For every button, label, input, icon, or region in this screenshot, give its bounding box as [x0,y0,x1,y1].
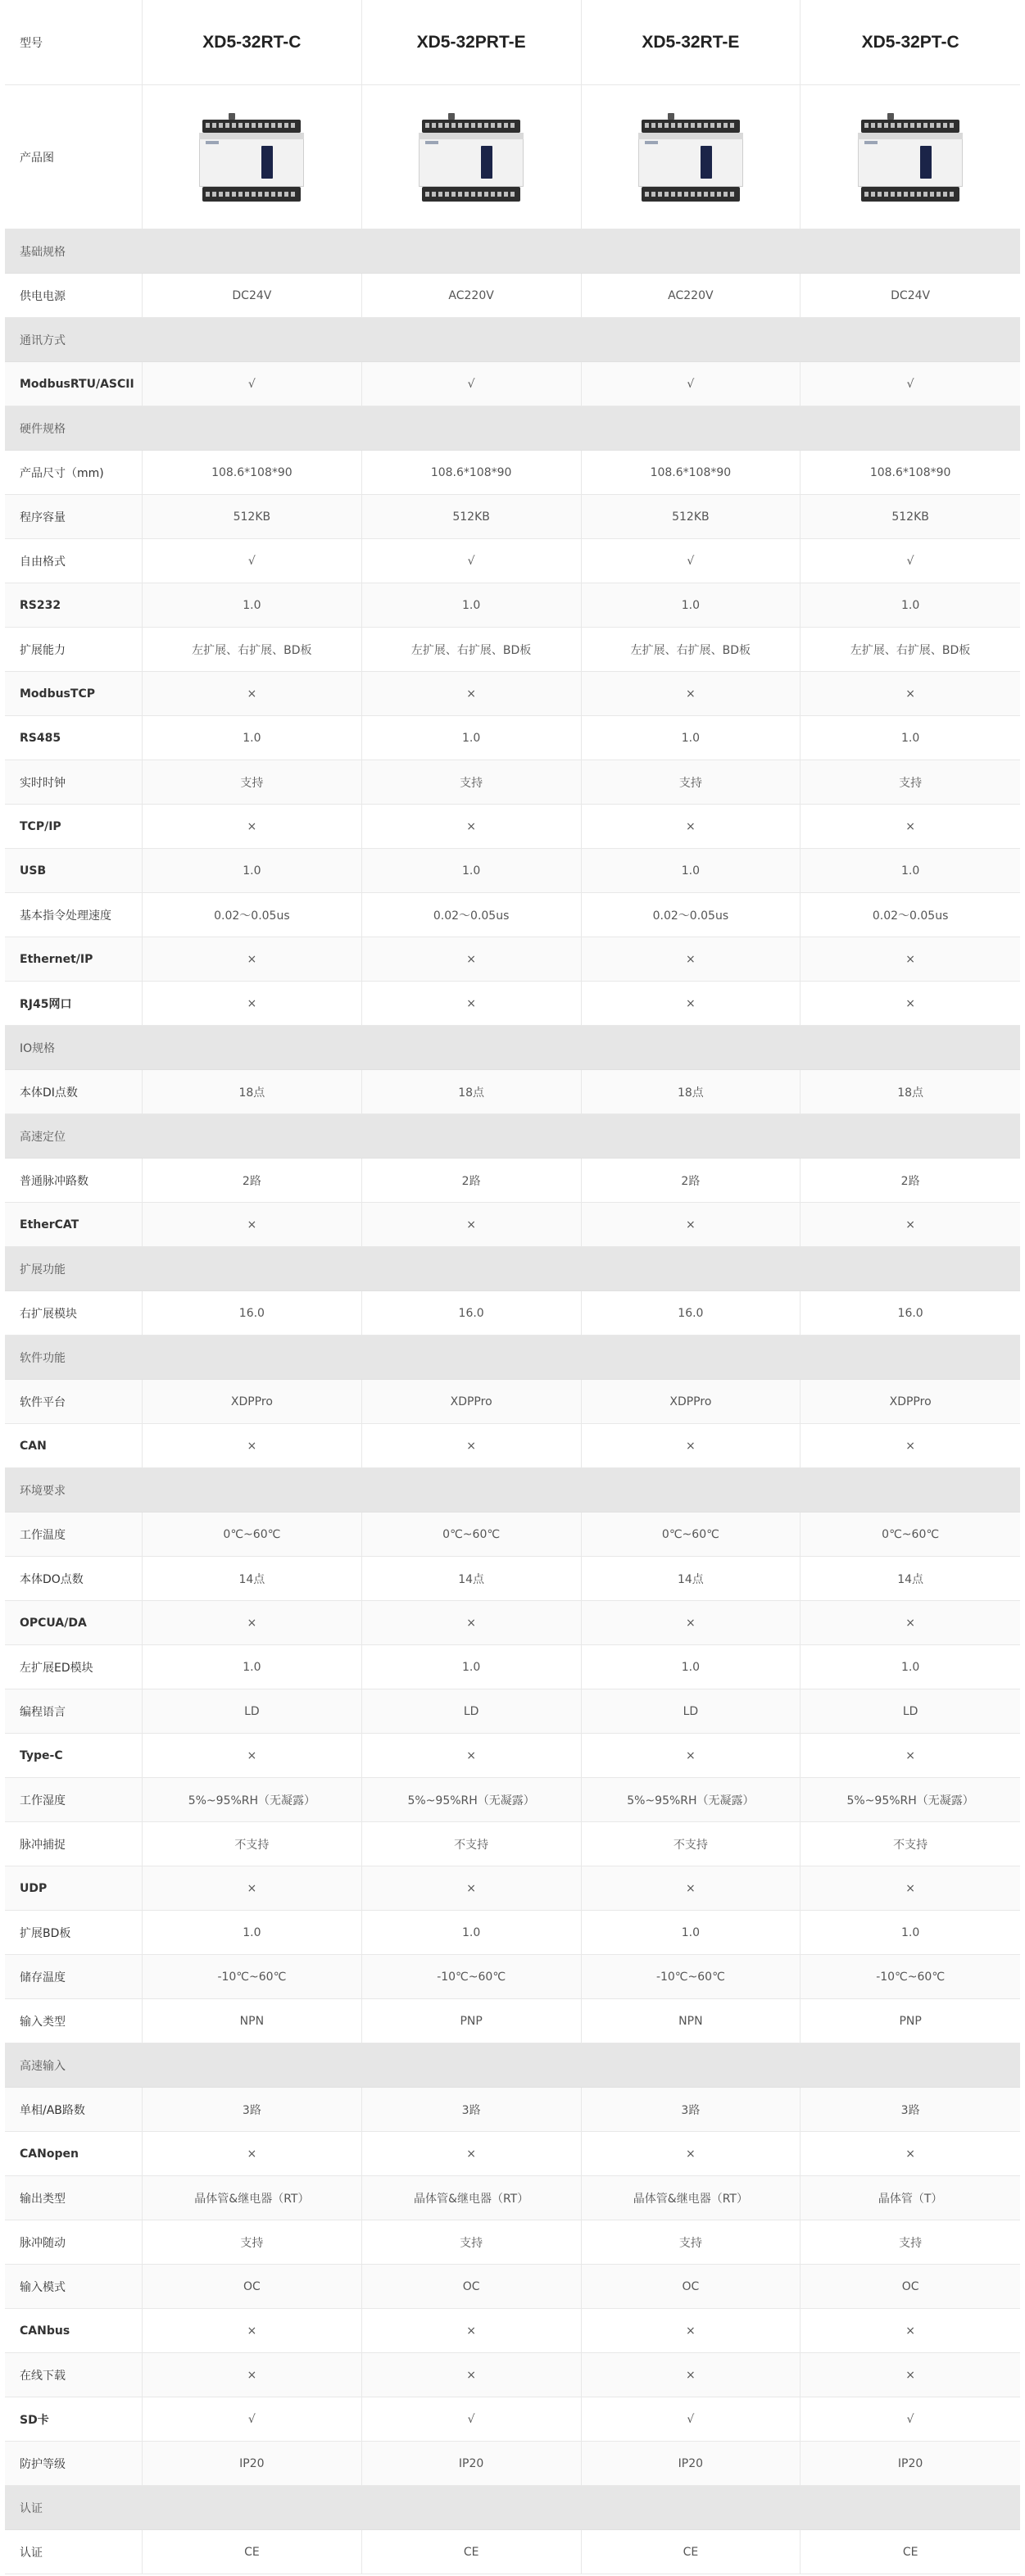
spec-value: × [362,2132,582,2175]
spec-label: RJ45网口 [5,982,143,1025]
spec-value: 支持 [582,2220,801,2264]
spec-row [5,1203,1020,1247]
section-header-row [5,229,1020,274]
plc-product-image [638,108,743,206]
spec-value: 5%~95%RH（无凝露） [582,1778,801,1821]
spec-row [5,893,1020,937]
spec-value: CE [143,2530,362,2574]
spec-value: √ [143,539,362,583]
spec-value: × [582,1601,801,1644]
section-header-row [5,1114,1020,1159]
spec-value: √ [362,539,582,583]
spec-value: × [362,1203,582,1246]
spec-value: × [582,1866,801,1910]
spec-value: 1.0 [582,849,801,892]
spec-value: × [905,1881,915,1895]
spec-value: 1.0 [362,849,582,892]
spec-value: × [143,1601,362,1644]
spec-label: RS232 [5,583,143,627]
spec-value: 16.0 [582,1291,801,1335]
spec-row [5,760,1020,805]
spec-row [5,1778,1020,1822]
spec-row [5,451,1020,495]
spec-value: 108.6*108*90 [362,451,582,494]
spec-value: -10℃~60℃ [582,1955,801,1998]
spec-value: √ [582,362,801,406]
spec-label: 普通脉冲路数 [5,1159,143,1202]
spec-value: LD [362,1689,582,1733]
section-title: 软件功能 [20,1351,66,1365]
spec-value: 支持 [143,760,362,804]
spec-row [5,628,1020,672]
spec-value: 左扩展、右扩展、BD板 [362,628,582,671]
spec-row [5,362,1020,406]
spec-value: 512KB [362,495,582,538]
spec-value: OC [362,2265,582,2308]
spec-value: × [362,1601,582,1644]
spec-row [5,1999,1020,2043]
spec-value: 14点 [897,1572,924,1586]
spec-value: × [143,1424,362,1467]
spec-value: 2路 [582,1159,801,1202]
spec-value: × [143,2132,362,2175]
spec-value: 18点 [362,1070,582,1113]
spec-value: √ [143,362,362,406]
spec-row [5,2132,1020,2176]
spec-value: × [905,1218,915,1231]
spec-label: 脉冲随动 [5,2220,143,2264]
spec-value: 1.0 [582,716,801,760]
spec-value: 不支持 [893,1838,928,1852]
spec-label: RS485 [5,716,143,760]
spec-label: 输入类型 [5,1999,143,2043]
spec-value: × [582,1424,801,1467]
spec-label: UDP [5,1866,143,1910]
spec-row [5,2265,1020,2309]
spec-value: 0℃~60℃ [362,1512,582,1556]
spec-label: 编程语言 [5,1689,143,1733]
spec-value: 2路 [900,1174,920,1188]
spec-label: USB [5,849,143,892]
spec-row [5,274,1020,318]
section-title: 认证 [20,2501,43,2515]
spec-value: √ [582,539,801,583]
spec-value: 5%~95%RH（无凝露） [362,1778,582,1821]
spec-value: 1.0 [362,716,582,760]
spec-value: 1.0 [143,1645,362,1689]
spec-label: 工作温度 [5,1512,143,1556]
spec-value: CE [582,2530,801,2574]
spec-value: 18点 [897,1086,924,1100]
spec-value: 0℃~60℃ [882,1527,940,1541]
spec-value: × [582,1734,801,1777]
section-header-row [5,318,1020,362]
spec-value: 14点 [143,1557,362,1600]
spec-value: 0.02～0.05us [582,893,801,937]
spec-value: OC [143,2265,362,2308]
spec-value: √ [582,2397,801,2441]
spec-value: 512KB [582,495,801,538]
spec-value: × [143,672,362,715]
section-title: IO规格 [20,1041,56,1055]
spec-value: 0.02～0.05us [143,893,362,937]
spec-value: × [582,937,801,981]
spec-value: × [362,2353,582,2397]
spec-label: 左扩展ED模块 [5,1645,143,1689]
spec-row [5,1424,1020,1468]
spec-row [5,1291,1020,1336]
spec-label: OPCUA/DA [5,1601,143,1644]
spec-row [5,672,1020,716]
spec-value: × [143,937,362,981]
spec-value: × [905,819,915,833]
spec-label: SD卡 [5,2397,143,2441]
spec-row [5,1557,1020,1601]
spec-value: × [362,2309,582,2352]
spec-value: 512KB [891,510,929,524]
spec-value: 晶体管&继电器（RT） [143,2176,362,2220]
spec-row [5,2309,1020,2353]
spec-row [5,2176,1020,2220]
spec-row [5,583,1020,628]
spec-value: × [362,1424,582,1467]
section-title: 高速定位 [20,1130,66,1144]
spec-value: 0.02～0.05us [872,909,949,923]
spec-label: 扩展能力 [5,628,143,671]
header-label: 型号 [5,0,143,84]
spec-value: × [582,1203,801,1246]
spec-value: × [362,1734,582,1777]
spec-value: √ [906,2412,914,2426]
spec-label: 本体DI点数 [5,1070,143,1113]
spec-row [5,1512,1020,1557]
spec-value: 晶体管（T） [878,2192,943,2206]
model-name: XD5-32PRT-E [362,0,582,84]
spec-value: × [362,937,582,981]
product-image-row [5,85,1020,229]
spec-row [5,2220,1020,2265]
spec-value: XDPPro [362,1380,582,1423]
spec-value: × [362,805,582,848]
spec-rows [5,229,1020,2574]
spec-value: 5%~95%RH（无凝露） [846,1794,974,1807]
model-name: XD5-32RT-C [143,0,362,84]
spec-value: × [143,2353,362,2397]
spec-label: 实时时钟 [5,760,143,804]
section-title: 扩展功能 [20,1263,66,1277]
spec-value: 3路 [582,2088,801,2131]
plc-product-image [419,108,524,206]
spec-label: 单相/AB路数 [5,2088,143,2131]
spec-value: 3路 [900,2103,920,2117]
spec-value: 3路 [143,2088,362,2131]
spec-label: EtherCAT [5,1203,143,1246]
model-name: XD5-32RT-E [582,0,801,84]
section-header-row [5,1026,1020,1070]
spec-value: -10℃~60℃ [143,1955,362,1998]
spec-value: OC [582,2265,801,2308]
spec-label: 产品尺寸（mm) [5,451,143,494]
spec-value: 1.0 [362,583,582,627]
spec-comparison-table [5,0,1020,2574]
spec-value: × [143,982,362,1025]
spec-value: × [582,672,801,715]
spec-row [5,1911,1020,1955]
section-header-row [5,2043,1020,2088]
spec-value: AC220V [582,274,801,317]
spec-value: 不支持 [582,1822,801,1866]
spec-value: 1.0 [143,849,362,892]
spec-label: 本体DO点数 [5,1557,143,1600]
spec-value: × [143,2309,362,2352]
spec-value: 不支持 [143,1822,362,1866]
spec-value: × [362,982,582,1025]
spec-value: CE [362,2530,582,2574]
spec-row [5,2442,1020,2486]
spec-value: 0℃~60℃ [582,1512,801,1556]
spec-label: 供电电源 [5,274,143,317]
spec-value: 1.0 [143,583,362,627]
spec-value: 18点 [143,1070,362,1113]
spec-row [5,1955,1020,1999]
spec-value: × [905,996,915,1010]
spec-value: 1.0 [143,1911,362,1954]
spec-value: 108.6*108*90 [869,465,951,479]
spec-label: 工作湿度 [5,1778,143,1821]
spec-label: 基本指令处理速度 [5,893,143,937]
spec-value: IP20 [362,2442,582,2485]
spec-value: × [582,982,801,1025]
spec-label: CANopen [5,2132,143,2175]
spec-value: 2路 [362,1159,582,1202]
spec-row [5,1689,1020,1734]
spec-value: 1.0 [582,583,801,627]
section-title: 硬件规格 [20,422,66,436]
spec-value: 1.0 [582,1645,801,1689]
spec-value: LD [143,1689,362,1733]
spec-row [5,539,1020,583]
spec-value: IP20 [582,2442,801,2485]
spec-label: Type-C [5,1734,143,1777]
spec-value: IP20 [897,2456,923,2470]
spec-value: × [905,2368,915,2382]
spec-value: √ [143,2397,362,2441]
spec-value: 不支持 [362,1822,582,1866]
spec-value: × [905,1439,915,1453]
table-header-row [5,0,1020,85]
spec-value: × [143,1866,362,1910]
spec-value: √ [906,554,914,568]
spec-label: 储存温度 [5,1955,143,1998]
spec-value: PNP [362,1999,582,2043]
section-header-row [5,1468,1020,1512]
spec-row [5,1159,1020,1203]
spec-value: 16.0 [362,1291,582,1335]
spec-value: 支持 [899,776,923,790]
spec-label: 认证 [5,2530,143,2574]
spec-value: × [143,1734,362,1777]
spec-row [5,805,1020,849]
spec-value: 支持 [362,760,582,804]
spec-value: 3路 [362,2088,582,2131]
plc-product-image [199,108,304,206]
spec-value: 支持 [362,2220,582,2264]
spec-value: 18点 [582,1070,801,1113]
spec-value: 1.0 [143,716,362,760]
spec-label: CAN [5,1424,143,1467]
spec-label: 扩展BD板 [5,1911,143,1954]
spec-value: 108.6*108*90 [143,451,362,494]
product-image-label: 产品图 [5,85,143,229]
spec-value: LD [582,1689,801,1733]
spec-label: TCP/IP [5,805,143,848]
spec-row [5,1601,1020,1645]
spec-row [5,1866,1020,1911]
spec-label: 右扩展模块 [5,1291,143,1335]
spec-value: 晶体管&继电器（RT） [582,2176,801,2220]
spec-label: 程序容量 [5,495,143,538]
spec-row [5,1734,1020,1778]
spec-value: 512KB [143,495,362,538]
spec-value: × [362,1866,582,1910]
spec-label: 输入模式 [5,2265,143,2308]
spec-value: 左扩展、右扩展、BD板 [850,643,971,657]
spec-value: 14点 [362,1557,582,1600]
spec-value: 左扩展、右扩展、BD板 [143,628,362,671]
section-header-row [5,1247,1020,1291]
spec-value: × [905,2324,915,2338]
spec-value: × [905,687,915,701]
spec-value: -10℃~60℃ [362,1955,582,1998]
spec-value: NPN [143,1999,362,2043]
spec-value: XDPPro [143,1380,362,1423]
spec-value: √ [906,377,914,391]
spec-value: × [905,1748,915,1762]
spec-label: 软件平台 [5,1380,143,1423]
spec-row [5,2530,1020,2574]
spec-value: × [582,2132,801,2175]
spec-value: × [582,2309,801,2352]
spec-value: 1.0 [900,864,920,878]
spec-value: 14点 [582,1557,801,1600]
spec-value: AC220V [362,274,582,317]
spec-row [5,937,1020,982]
spec-value: 1.0 [362,1911,582,1954]
spec-row [5,495,1020,539]
section-title: 通讯方式 [20,333,66,347]
spec-row [5,2088,1020,2132]
spec-value: 1.0 [362,1645,582,1689]
spec-value: PNP [899,2014,922,2028]
spec-value: × [905,1616,915,1630]
spec-value: 晶体管&继电器（RT） [362,2176,582,2220]
spec-value: XDPPro [889,1395,932,1408]
spec-value: √ [362,2397,582,2441]
spec-value: LD [902,1704,918,1718]
spec-row [5,849,1020,893]
section-title: 环境要求 [20,1484,66,1498]
spec-value: × [582,805,801,848]
spec-value: 1.0 [900,1925,920,1939]
spec-value: 0℃~60℃ [143,1512,362,1556]
spec-value: 1.0 [582,1911,801,1954]
spec-value: 支持 [582,760,801,804]
spec-label: 在线下载 [5,2353,143,2397]
spec-row [5,2353,1020,2397]
spec-value: XDPPro [582,1380,801,1423]
spec-value: 1.0 [900,1660,920,1674]
spec-value: 支持 [899,2236,923,2250]
spec-row [5,1070,1020,1114]
spec-row [5,1822,1020,1866]
spec-value: DC24V [143,274,362,317]
spec-value: -10℃~60℃ [876,1970,946,1984]
spec-value: 1.0 [900,731,920,745]
plc-product-image [858,108,963,206]
spec-value: × [582,2353,801,2397]
spec-row [5,1645,1020,1689]
spec-label: ModbusRTU/ASCII [5,362,143,406]
spec-label: ModbusTCP [5,672,143,715]
section-title: 高速输入 [20,2059,66,2073]
spec-label: 输出类型 [5,2176,143,2220]
spec-value: 108.6*108*90 [582,451,801,494]
spec-value: 16.0 [897,1306,923,1320]
spec-value: × [905,952,915,966]
spec-row [5,982,1020,1026]
spec-row [5,2397,1020,2442]
spec-label: 脉冲捕捉 [5,1822,143,1866]
spec-label: CANbus [5,2309,143,2352]
spec-value: 支持 [143,2220,362,2264]
spec-value: × [143,805,362,848]
section-header-row [5,2486,1020,2530]
spec-value: NPN [582,1999,801,2043]
spec-row [5,1380,1020,1424]
section-header-row [5,1336,1020,1380]
model-name: XD5-32PT-C [861,32,959,52]
spec-value: 0.02～0.05us [362,893,582,937]
spec-value: × [905,2147,915,2161]
spec-value: 左扩展、右扩展、BD板 [582,628,801,671]
section-header-row [5,406,1020,451]
section-title: 基础规格 [20,245,66,259]
spec-value: 16.0 [143,1291,362,1335]
spec-value: × [143,1203,362,1246]
spec-value: 2路 [143,1159,362,1202]
spec-row [5,716,1020,760]
spec-label: 防护等级 [5,2442,143,2485]
spec-value: 5%~95%RH（无凝露） [143,1778,362,1821]
spec-label: 自由格式 [5,539,143,583]
spec-value: IP20 [143,2442,362,2485]
spec-value: CE [902,2545,918,2559]
spec-value: √ [362,362,582,406]
spec-value: OC [901,2279,919,2293]
spec-label: Ethernet/IP [5,937,143,981]
spec-value: 1.0 [900,598,920,612]
spec-value: DC24V [891,288,931,302]
spec-value: × [362,672,582,715]
